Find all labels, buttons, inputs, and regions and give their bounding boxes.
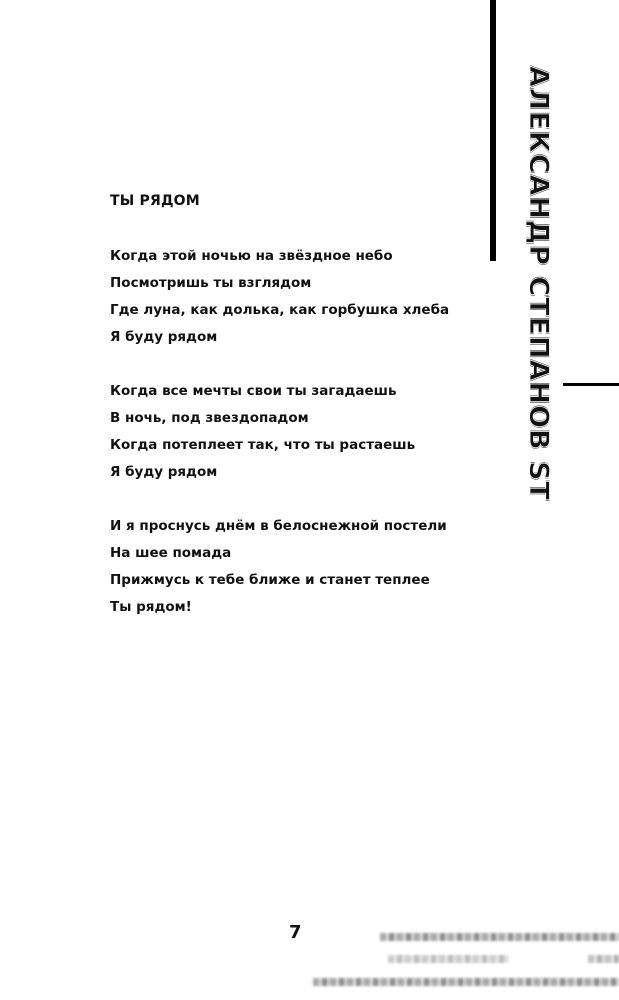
blurred-text-strip (313, 978, 619, 986)
stanza-3 (110, 516, 470, 624)
poem-line: Я буду рядом (110, 329, 218, 345)
poem-line: В ночь, под звездопадом (110, 410, 309, 426)
stanza-2 (110, 381, 470, 489)
blurred-text-strip (588, 955, 619, 963)
author-name-vertical: АЛЕКСАНДР СТЕПАНОВ ST (523, 66, 554, 501)
poem-line: Когда этой ночью на звёздное небо (110, 248, 393, 264)
poem-title: ТЫ РЯДОМ (110, 193, 200, 209)
poem-line: Ты рядом! (110, 599, 192, 615)
poem-line: И я проснусь днём в белоснежной постели (110, 518, 447, 534)
poem-line: Когда все мечты свои ты загадаешь (110, 383, 397, 399)
poem-line: Когда потеплеет так, что ты растаешь (110, 437, 416, 453)
poem-line: На шее помада (110, 545, 232, 561)
poem-line: Где луна, как долька, как горбушка хлеба (110, 302, 450, 318)
decorative-horizontal-bar (563, 383, 619, 386)
blurred-text-strip (388, 955, 508, 963)
page-number: 7 (289, 922, 302, 943)
poem-line: Посмотришь ты взглядом (110, 275, 312, 291)
stanza-1 (110, 246, 470, 354)
poem-line: Я буду рядом (110, 464, 218, 480)
blurred-text-strip (380, 933, 619, 941)
poem-line: Прижмусь к тебе ближе и станет теплее (110, 572, 430, 588)
decorative-vertical-bar (490, 0, 496, 261)
poem-body (110, 246, 470, 651)
